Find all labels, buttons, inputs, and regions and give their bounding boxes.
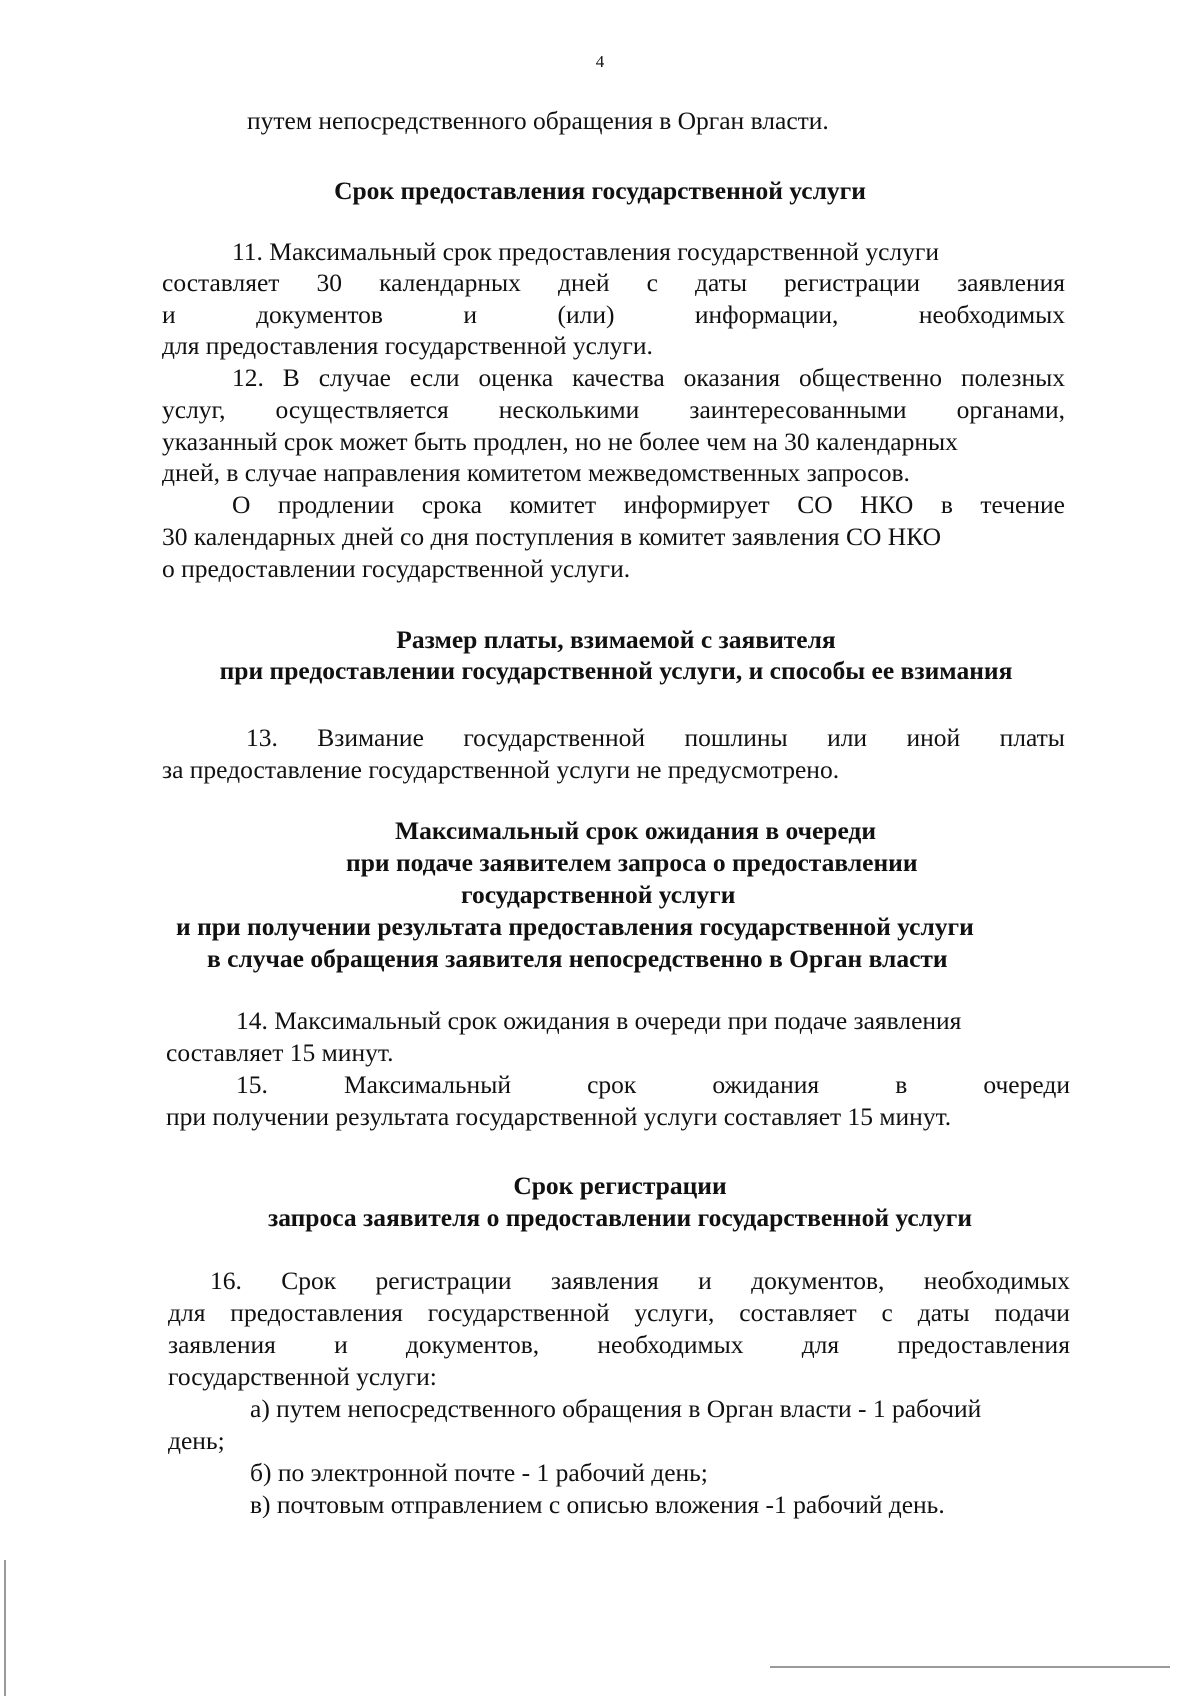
word: заявления xyxy=(550,1266,659,1295)
word: даты xyxy=(917,1298,970,1327)
word: предоставления xyxy=(230,1298,403,1327)
word: комитет xyxy=(509,490,597,519)
p16-line-4: государственной услуги: xyxy=(168,1362,437,1391)
word: осуществляется xyxy=(275,395,449,424)
word: и xyxy=(334,1330,348,1359)
p16-item-c: в) почтовым отправлением с описью вложения -1 рабочий день. xyxy=(250,1490,945,1519)
word: Взимание xyxy=(317,723,424,752)
word: очереди xyxy=(983,1070,1070,1099)
p12-line-4: дней, в случае направления комитетом межведомственных запросов. xyxy=(162,458,910,487)
heading-queue-line-4: и при получении результата предоставления государственной услуги xyxy=(176,912,974,941)
word: подачи xyxy=(994,1298,1070,1327)
word: с xyxy=(881,1298,893,1327)
word: случае xyxy=(318,363,391,392)
p16-line-1 xyxy=(210,1266,1070,1296)
word: СО xyxy=(797,490,833,519)
p-ext-line-1 xyxy=(232,490,1065,520)
word: оценка xyxy=(478,363,554,392)
word: даты xyxy=(695,268,747,297)
word: срок xyxy=(587,1070,637,1099)
word: заявления xyxy=(168,1330,276,1359)
word: Максимальный xyxy=(343,1070,511,1099)
word: документов xyxy=(256,300,383,329)
word: документов, xyxy=(751,1266,885,1295)
word: с xyxy=(646,268,658,297)
p15-line-1 xyxy=(236,1070,1070,1100)
word: регистрации xyxy=(784,268,921,297)
heading-fee-line-1: Размер платы, взимаемой с заявителя xyxy=(396,625,836,654)
word: 15. xyxy=(236,1070,268,1099)
word: О xyxy=(232,490,251,519)
word: услуги, xyxy=(634,1298,715,1327)
word: заинтересованными xyxy=(689,395,907,424)
p14-line-1: 14. Максимальный срок ожидания в очереди при подаче заявления xyxy=(236,1006,962,1035)
p12-line-1 xyxy=(232,363,1065,393)
scan-edge-bottom xyxy=(770,1666,1170,1668)
heading-fee-line-2: при предоставлении государственной услуги, и способы ее взимания xyxy=(219,656,1013,685)
word: необходимых xyxy=(918,300,1065,329)
word: необходимых xyxy=(597,1330,744,1359)
word: (или) xyxy=(557,300,615,329)
word: если xyxy=(409,363,460,392)
word: 12. xyxy=(232,363,264,392)
word: 16. xyxy=(210,1266,242,1295)
word: 30 xyxy=(316,268,342,297)
word: составляет xyxy=(162,268,280,297)
word: календарных xyxy=(379,268,521,297)
scan-edge-left xyxy=(4,1560,6,1696)
word: дней xyxy=(557,268,610,297)
word: заявления xyxy=(957,268,1065,297)
p13-line-1 xyxy=(246,723,1065,753)
p14-line-2: составляет 15 минут. xyxy=(166,1038,394,1067)
word: информирует xyxy=(623,490,770,519)
word: продлении xyxy=(277,490,395,519)
word: В xyxy=(282,363,300,392)
heading-queue-line-1: Максимальный срок ожидания в очереди xyxy=(395,816,877,845)
word: услуг, xyxy=(162,395,226,424)
word: информации, xyxy=(694,300,839,329)
word: необходимых xyxy=(923,1266,1070,1295)
p16-item-a-line-1: а) путем непосредственного обращения в Орган власти - 1 рабочий xyxy=(250,1394,982,1423)
heading-queue-line-5: в случае обращения заявителя непосредственно в Орган власти xyxy=(207,944,948,973)
word: ожидания xyxy=(712,1070,820,1099)
word: платы xyxy=(999,723,1065,752)
word: и xyxy=(162,300,176,329)
word: или xyxy=(827,723,868,752)
heading-queue-line-2: при подаче заявителем запроса о предоставлении xyxy=(346,848,918,877)
p12-line-3: указанный срок может быть продлен, но не более чем на 30 календарных xyxy=(162,427,958,456)
p11-line-4: для предоставления государственной услуги. xyxy=(162,331,653,360)
p11-line-2 xyxy=(162,268,1065,298)
p16-item-b: б) по электронной почте - 1 рабочий день; xyxy=(250,1458,708,1487)
p12-line-2 xyxy=(162,395,1065,425)
word: и xyxy=(698,1266,712,1295)
word: полезных xyxy=(960,363,1065,392)
word: для xyxy=(801,1330,840,1359)
p16-line-2 xyxy=(168,1298,1070,1328)
word: Срок xyxy=(281,1266,337,1295)
word: течение xyxy=(980,490,1065,519)
word: в xyxy=(940,490,953,519)
word: предоставления xyxy=(897,1330,1070,1359)
intro-line: путем непосредственного обращения в Орган власти. xyxy=(247,106,829,135)
word: регистрации xyxy=(375,1266,512,1295)
p16-line-3 xyxy=(168,1330,1070,1360)
p-ext-line-2: 30 календарных дней со дня поступления в комитет заявления СО НКО xyxy=(162,522,941,551)
p11-line-1: 11. Максимальный срок предоставления государственной услуги xyxy=(232,237,939,266)
heading-term: Срок предоставления государственной услуги xyxy=(334,176,866,205)
p11-line-3 xyxy=(162,300,1065,330)
p15-line-2: при получении результата государственной услуги составляет 15 минут. xyxy=(166,1102,952,1131)
word: НКО xyxy=(860,490,914,519)
word: органами, xyxy=(956,395,1065,424)
word: общественно xyxy=(799,363,943,392)
word: и xyxy=(463,300,478,329)
word: в xyxy=(895,1070,908,1099)
word: для xyxy=(168,1298,206,1327)
word: иной xyxy=(906,723,961,752)
word: документов, xyxy=(405,1330,540,1359)
word: составляет xyxy=(739,1298,857,1327)
heading-queue-line-3: государственной услуги xyxy=(461,880,736,909)
p16-item-a-line-2: день; xyxy=(168,1426,225,1455)
page-number: 4 xyxy=(595,52,605,71)
word: срока xyxy=(421,490,482,519)
word: пошлины xyxy=(684,723,788,752)
p-ext-line-3: о предоставлении государственной услуги. xyxy=(162,554,631,583)
word: государственной xyxy=(463,723,646,752)
word: качества xyxy=(572,363,665,392)
word: 13. xyxy=(246,723,278,752)
word: оказания xyxy=(683,363,781,392)
heading-reg-line-1: Срок регистрации xyxy=(513,1171,727,1200)
heading-reg-line-2: запроса заявителя о предоставлении государственной услуги xyxy=(267,1203,973,1232)
p13-line-2: за предоставление государственной услуги не предусмотрено. xyxy=(162,755,840,784)
word: государственной xyxy=(427,1298,610,1327)
word: несколькими xyxy=(498,395,640,424)
